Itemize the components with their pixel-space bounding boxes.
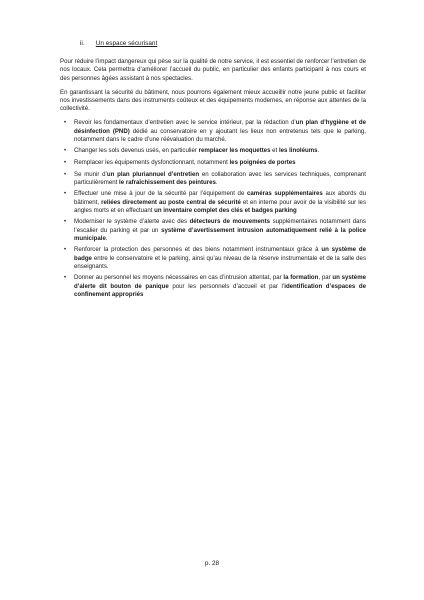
list-item — [64, 159, 366, 167]
list-item-text: aux abords du bâtiment, — [74, 190, 366, 206]
list-item-text: . — [215, 178, 218, 186]
list-item-text: et — [270, 147, 279, 155]
emphasis-text: un inventaire complet des clés et badges parking — [154, 206, 297, 214]
list-item-text: , par — [318, 274, 333, 282]
emphasis-text: caméras supplémentaires — [247, 190, 323, 198]
emphasis-text: remplacer les moquettes — [198, 147, 271, 155]
bullet-icon: • — [64, 120, 67, 127]
emphasis-text: un plan pluriannuel d’entretien — [106, 170, 200, 178]
action-bullet-list — [60, 119, 366, 299]
bullet-icon: • — [64, 219, 67, 226]
list-item-text: . — [105, 234, 108, 242]
bullet-icon: • — [64, 160, 67, 167]
emphasis-text: les linoléums — [278, 147, 318, 155]
list-item — [64, 274, 367, 299]
bullet-icon: • — [64, 191, 67, 198]
list-item-text: Changer les sols devenus usés, en particulier — [74, 147, 199, 155]
list-item-text: entre le conservatoire et le parking, ainsi qu’au niveau de la réserve instrumentale et de la salle des enseignants. — [74, 254, 366, 270]
section-title: Un espace sécurisant — [95, 40, 158, 47]
list-item — [64, 190, 366, 215]
paragraph-intro: Pour réduire l’impact dangereux qui pèse sur la qualité de notre service, il est essentiel de renforcer l’entretien de nos locaux. Cela permettra d’améliorer l’accueil du public, en particulier des enfants participant à nos cours et des personnes âgées assistant à nos spectacles. — [60, 58, 366, 82]
bullet-icon: • — [64, 247, 67, 254]
emphasis-text: un plan d’hygiène et de désinfection (PND) — [74, 119, 366, 135]
list-item-text: en collaboration avec les services techniques, comprenant particulièrement — [74, 170, 366, 186]
bullet-icon: • — [64, 171, 67, 178]
bullet-icon: • — [64, 148, 67, 155]
section-heading — [60, 40, 366, 48]
list-item-text: Remplacer les équipements dysfonctionnant, notamment — [74, 159, 230, 167]
emphasis-text: détecteurs de mouvements — [189, 218, 271, 226]
list-item — [64, 170, 366, 187]
list-item-text: dédié au conservatoire en y ajoutant les lieux non entretenus tels que le parking, notamment dans le cadre d’une réévaluation du marché. — [74, 127, 367, 143]
emphasis-text: la formation — [283, 274, 319, 282]
bullet-icon: • — [64, 275, 67, 282]
emphasis-text: le rafraîchissement des peintures — [119, 178, 216, 186]
emphasis-text: un système de badge — [74, 246, 366, 262]
list-item-text: Moderniser le système d’alerte avec des — [74, 218, 190, 226]
section-number: ii. — [80, 40, 85, 47]
list-item — [64, 246, 366, 271]
list-item — [64, 119, 367, 144]
list-item-text: pour les personnels d’accueil et par l’ — [168, 282, 285, 290]
list-item-text: . — [317, 147, 320, 155]
list-item — [64, 147, 366, 155]
emphasis-text: un système d’alerte dit bouton de panique — [74, 274, 367, 290]
emphasis-text: identification d’espaces de confinement appropriés — [74, 282, 367, 298]
emphasis-text: système d’avertissement intrusion automatiquement relié à la police municipale — [74, 226, 366, 242]
emphasis-text: reliées directement au poste central de sécurité — [101, 198, 241, 206]
list-item-text: Renforcer la protection des personnes et des biens notamment instrumentaux grâce à — [74, 246, 322, 254]
paragraph-security: En garantissant la sécurité du bâtiment, nous pourrons également mieux accueillir notre jeune public et faciliter nos investissements dans des instruments coûteux et des équipements modernes, en réponse aux attentes de la collectivité. — [60, 88, 366, 113]
page-content — [60, 40, 366, 302]
page-number: p. 28 — [204, 560, 220, 567]
list-item-text: et en interne pour avoir de la visibilité sur les angles morts et en effectuant — [74, 198, 366, 214]
list-item-text: Effectuer une mise à jour de la sécurité par l’équipement de — [74, 190, 247, 198]
list-item — [64, 218, 366, 243]
list-item-text: Revoir les fondamentaux d’entretien avec le service intérieur, par la rédaction d’ — [74, 119, 296, 127]
list-item-text: supplémentaires notamment dans l’escalier du parking et par un — [74, 218, 366, 234]
emphasis-text: les poignées de portes — [229, 159, 296, 167]
list-item-text: Se munir d’ — [74, 170, 107, 178]
list-item-text: Donner au personnel les moyens nécessaires en cas d’intrusion attentat, par — [74, 274, 284, 282]
